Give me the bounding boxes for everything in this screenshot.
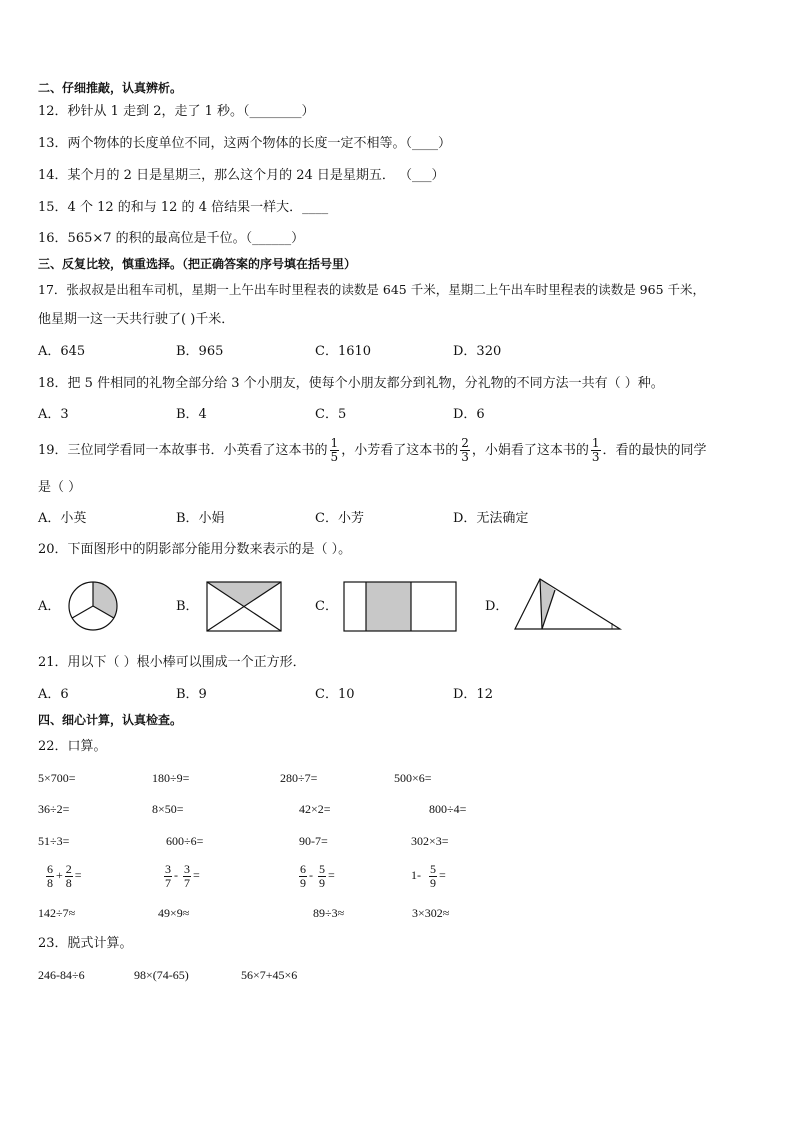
numerator: 5	[430, 861, 436, 876]
calc-item: 5×700=	[38, 771, 76, 785]
fraction	[65, 863, 73, 890]
q17-option-b: B．965	[176, 344, 224, 359]
question-15: 15．4 个 12 的和与 12 的 4 倍结果一样大．____	[38, 200, 329, 215]
fraction	[429, 863, 437, 890]
q19-text-1: 19．三位同学看同一本故事书．小英看了这本书的	[38, 443, 328, 458]
denominator: 9	[300, 875, 306, 890]
fraction-calc-b	[162, 858, 200, 892]
step-calc-item: 98×(74-65)	[134, 968, 189, 982]
equals-sign: =	[328, 868, 335, 882]
fraction	[164, 863, 172, 890]
calc-item: 280÷7=	[280, 771, 318, 785]
section-4-title: 四、细心计算，认真检查。	[38, 713, 183, 727]
q21-option-a: A．6	[38, 687, 69, 702]
question-12: 12．秒针从 1 走到 2，走了 1 秒。（________）	[38, 104, 315, 119]
equals-sign: =	[439, 868, 446, 882]
q19-option-b: B．小娟	[176, 511, 225, 526]
q19-text-4: ．看的最快的同学	[602, 443, 707, 458]
question-16: 16．565×7 的积的最高位是千位。（______）	[38, 231, 305, 246]
fraction-calc-c	[297, 858, 335, 892]
question-20: 20．下面图形中的阴影部分能用分数来表示的是（ ）。	[38, 542, 352, 557]
denominator: 7	[165, 875, 171, 890]
q20-figure-d-triangle	[512, 576, 624, 634]
q20-figure-a-circle	[66, 580, 122, 634]
section-3-title: 三、反复比较，慎重选择。（把正确答案的序号填在括号里）	[38, 257, 357, 271]
q18-option-a: A．3	[38, 407, 69, 422]
calc-prefix: 1-	[411, 868, 421, 882]
calc-item: 3×302≈	[412, 906, 450, 920]
question-17-line1: 17．张叔叔是出租车司机，星期一上午出车时里程表的读数是 645 千米，星期二上午出车时里程表的读数是 965 千米，	[38, 282, 706, 297]
denominator: 8	[47, 875, 53, 890]
numerator: 3	[184, 861, 190, 876]
denominator: 3	[461, 450, 469, 464]
q18-option-b: B．4	[176, 407, 207, 422]
question-23-title: 23．脱式计算。	[38, 936, 133, 951]
q19-text-2: ，小芳看了这本书的	[341, 443, 459, 458]
denominator: 9	[430, 875, 436, 890]
q21-option-b: B．9	[176, 687, 207, 702]
fraction	[46, 863, 54, 890]
question-22-title: 22．口算。	[38, 739, 107, 754]
q20-label-b: B．	[176, 599, 199, 614]
fraction	[183, 863, 191, 890]
equals-sign: =	[74, 868, 82, 882]
fraction	[299, 863, 307, 890]
q19-fraction-3	[591, 437, 601, 464]
fraction-calc-a	[44, 858, 82, 892]
fraction-calc-d	[411, 858, 446, 892]
numerator: 6	[300, 861, 306, 876]
question-21: 21．用以下（ ）根小棒可以围成一个正方形．	[38, 655, 306, 670]
operator: -	[309, 868, 313, 882]
calc-item: 51÷3=	[38, 834, 70, 848]
calc-item: 600÷6=	[166, 834, 204, 848]
q19-option-c: C．小芳	[315, 511, 364, 526]
q20-figure-c-strip	[342, 580, 458, 634]
calc-item: 500×6=	[394, 771, 432, 785]
q21-option-c: C．10	[315, 687, 355, 702]
q21-option-d: D．12	[453, 687, 493, 702]
step-calc-item: 246-84÷6	[38, 968, 85, 982]
calc-item: 36÷2=	[38, 802, 70, 816]
step-calc-item: 56×7+45×6	[241, 968, 298, 982]
calc-item: 800÷4=	[429, 802, 467, 816]
calc-item: 89÷3≈	[313, 906, 345, 920]
denominator: 5	[330, 450, 339, 464]
calc-item: 180÷9=	[152, 771, 190, 785]
denominator: 9	[319, 875, 325, 890]
equals-sign: =	[193, 868, 200, 882]
numerator: 1	[330, 436, 339, 450]
operator: +	[56, 868, 63, 882]
calc-item: 8×50=	[152, 802, 184, 816]
section-2-title: 二、仔细推敲，认真辨析。	[38, 81, 183, 95]
denominator: 3	[591, 450, 600, 464]
numerator: 1	[591, 436, 600, 450]
numerator: 5	[319, 861, 325, 876]
calc-item: 42×2=	[299, 802, 331, 816]
q20-label-d: D．	[485, 599, 509, 614]
q19-option-d: D．无法确定	[453, 511, 529, 526]
q20-figure-b-rectangle	[205, 580, 283, 634]
denominator: 7	[184, 875, 190, 890]
q19-fraction-1	[330, 437, 340, 464]
numerator: 2	[65, 861, 72, 876]
question-19-line2: 是（ ）	[38, 480, 82, 495]
calc-item: 90-7=	[299, 834, 328, 848]
q19-option-a: A．小英	[38, 511, 87, 526]
q17-option-c: C．1610	[315, 344, 372, 359]
q18-option-d: D．6	[453, 407, 485, 422]
q17-option-d: D．320	[453, 344, 502, 359]
question-19-line1	[38, 436, 707, 466]
calc-item: 142÷7≈	[38, 906, 76, 920]
numerator: 6	[47, 861, 53, 876]
q18-option-c: C．5	[315, 407, 347, 422]
q19-text-3: ，小娟看了这本书的	[471, 443, 589, 458]
fraction	[318, 863, 326, 890]
denominator: 8	[65, 875, 72, 890]
calc-item: 49×9≈	[158, 906, 190, 920]
q20-label-a: A．	[38, 599, 61, 614]
q17-option-a: A．645	[38, 344, 86, 359]
q19-fraction-2	[460, 437, 470, 464]
calc-item: 302×3=	[411, 834, 449, 848]
numerator: 2	[461, 436, 469, 450]
q20-label-c: C．	[315, 599, 338, 614]
numerator: 3	[165, 861, 171, 876]
question-17-line2: 他星期一这一天共行驶了( )千米．	[38, 312, 235, 327]
question-13: 13．两个物体的长度单位不同，这两个物体的长度一定不相等。（____）	[38, 136, 452, 151]
question-18: 18．把 5 件相同的礼物全部分给 3 个小朋友，使每个小朋友都分到礼物，分礼物的不同方法一共有（ ）种。	[38, 376, 664, 391]
question-14: 14．某个月的 2 日是星期三，那么这个月的 24 日是星期五． （___）	[38, 168, 445, 183]
operator: -	[174, 868, 178, 882]
